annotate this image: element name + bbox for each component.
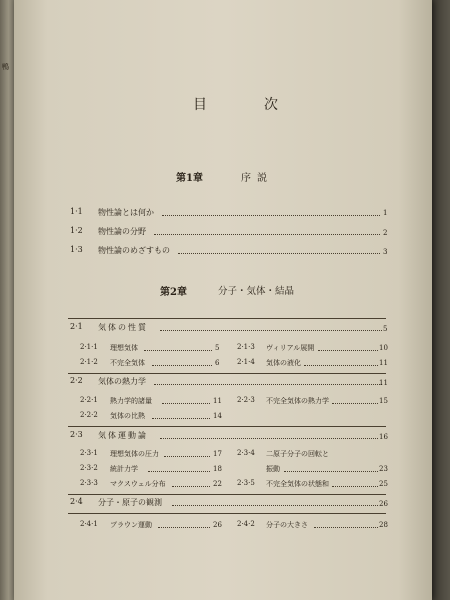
subsection-page: 6: [215, 359, 220, 367]
subsection-title: 二原子分子の回転と: [266, 450, 329, 458]
subsection-title: 気体の比熱: [110, 412, 145, 420]
subsection-page: 11: [213, 397, 222, 405]
leader-dots: [148, 471, 210, 472]
subsection-title-continued: 振動: [266, 465, 280, 473]
leader-dots: [284, 471, 378, 472]
leader-dots: [144, 350, 212, 351]
subsection-number: 2·2·2: [80, 411, 98, 419]
subsection-title: ブラウン運動: [110, 521, 152, 529]
subsection-title: 不完全気体の状態和: [266, 480, 329, 488]
subsection-number: 2·4·1: [80, 520, 98, 528]
toc-title-left: 目: [193, 97, 207, 113]
leader-dots: [314, 527, 378, 528]
leader-dots: [332, 486, 378, 487]
section-title: 気体の熱力学: [98, 377, 146, 386]
section-rule: [68, 318, 386, 319]
subsection-number: 2·3·4: [237, 449, 255, 457]
section-title: 気体運動論: [98, 431, 148, 440]
section-page: 26: [379, 500, 388, 508]
leader-dots: [172, 505, 378, 506]
subsection-page: 11: [379, 359, 388, 367]
subsection-page: 26: [213, 521, 222, 529]
facing-page-edge: [0, 0, 14, 600]
section-page: 5: [383, 325, 388, 333]
section-rule: [68, 426, 386, 427]
toc-entry-number: 1·1: [70, 207, 83, 216]
subsection-number: 2·2·1: [80, 396, 98, 404]
leader-dots: [162, 215, 380, 216]
facing-page-mark: 鴨: [2, 63, 9, 71]
subsection-page: 25: [379, 480, 388, 488]
section-title: 分子・原子の観測: [98, 498, 162, 507]
toc-title-right: 次: [264, 97, 278, 113]
subsection-page: 22: [213, 480, 222, 488]
subsection-number: 2·1·2: [80, 358, 98, 366]
leader-dots: [160, 438, 378, 439]
section-number: 2·3: [70, 430, 83, 439]
subsection-page: 14: [213, 412, 222, 420]
leader-dots: [178, 253, 380, 254]
section-page: 11: [379, 379, 388, 387]
subsection-title: ヴィリアル展開: [266, 344, 315, 352]
subsection-title: 気体の液化: [266, 359, 301, 367]
section-rule: [68, 494, 386, 495]
subsection-title: 統計力学: [110, 465, 138, 473]
subsection-title: マクスウェル分布: [110, 480, 166, 488]
section-rule: [68, 373, 386, 374]
leader-dots: [164, 456, 210, 457]
section-number: 2·4: [70, 497, 83, 506]
subsection-page: 18: [213, 465, 222, 473]
leader-dots: [152, 365, 212, 366]
subsection-title: 不完全気体の熱力学: [266, 397, 329, 405]
subsection-number: 2·3·2: [80, 464, 98, 472]
subsection-page: 28: [379, 521, 388, 529]
subsection-title: 理想気体: [110, 344, 138, 352]
toc-page: [14, 0, 432, 600]
subsection-page: 5: [215, 344, 220, 352]
subsection-title: 理想気体の圧力: [110, 450, 159, 458]
subsection-title: 熱力学的諸量: [110, 397, 152, 405]
leader-dots: [304, 365, 378, 366]
subsection-page: 15: [379, 397, 388, 405]
subsection-page: 10: [379, 344, 388, 352]
chapter-1-title: 序説: [241, 173, 273, 184]
subsection-number: 2·1·4: [237, 358, 255, 366]
book-edge: [432, 0, 450, 600]
subsection-number: 2·1·1: [80, 343, 98, 351]
toc-entry-page: 1: [383, 209, 388, 217]
toc-entry-title: 物性論のめざすもの: [98, 246, 170, 255]
chapter-2-label: 第2章: [160, 287, 187, 298]
leader-dots: [160, 330, 382, 331]
subsection-number: 2·3·3: [80, 479, 98, 487]
section-number: 2·1: [70, 322, 83, 331]
leader-dots: [154, 234, 380, 235]
subsection-page: 23: [379, 465, 388, 473]
subsection-number: 2·3·5: [237, 479, 255, 487]
leader-dots: [158, 527, 210, 528]
leader-dots: [332, 403, 378, 404]
leader-dots: [162, 403, 210, 404]
toc-entry-title: 物性論とは何か: [98, 208, 154, 217]
chapter-2-title: 分子・気体・結晶: [218, 286, 295, 297]
section-page: 16: [379, 433, 388, 441]
subsection-page: 17: [213, 450, 222, 458]
subsection-title: 不完全気体: [110, 359, 145, 367]
toc-entry-page: 2: [383, 229, 388, 237]
subsection-number: 2·4·2: [237, 520, 255, 528]
toc-entry-number: 1·2: [70, 226, 83, 235]
section-rule: [68, 513, 386, 514]
subsection-title: 分子の大きさ: [266, 521, 308, 529]
section-number: 2·2: [70, 376, 83, 385]
leader-dots: [152, 418, 210, 419]
chapter-1-label: 第1章: [176, 173, 203, 184]
section-title: 気体の性質: [98, 323, 148, 332]
subsection-number: 2·3·1: [80, 449, 98, 457]
toc-entry-number: 1·3: [70, 245, 83, 254]
subsection-number: 2·2·3: [237, 396, 255, 404]
subsection-number: 2·1·3: [237, 343, 255, 351]
toc-entry-page: 3: [383, 248, 388, 256]
leader-dots: [172, 486, 210, 487]
toc-entry-title: 物性論の分野: [98, 227, 146, 236]
leader-dots: [154, 384, 382, 385]
leader-dots: [318, 350, 378, 351]
